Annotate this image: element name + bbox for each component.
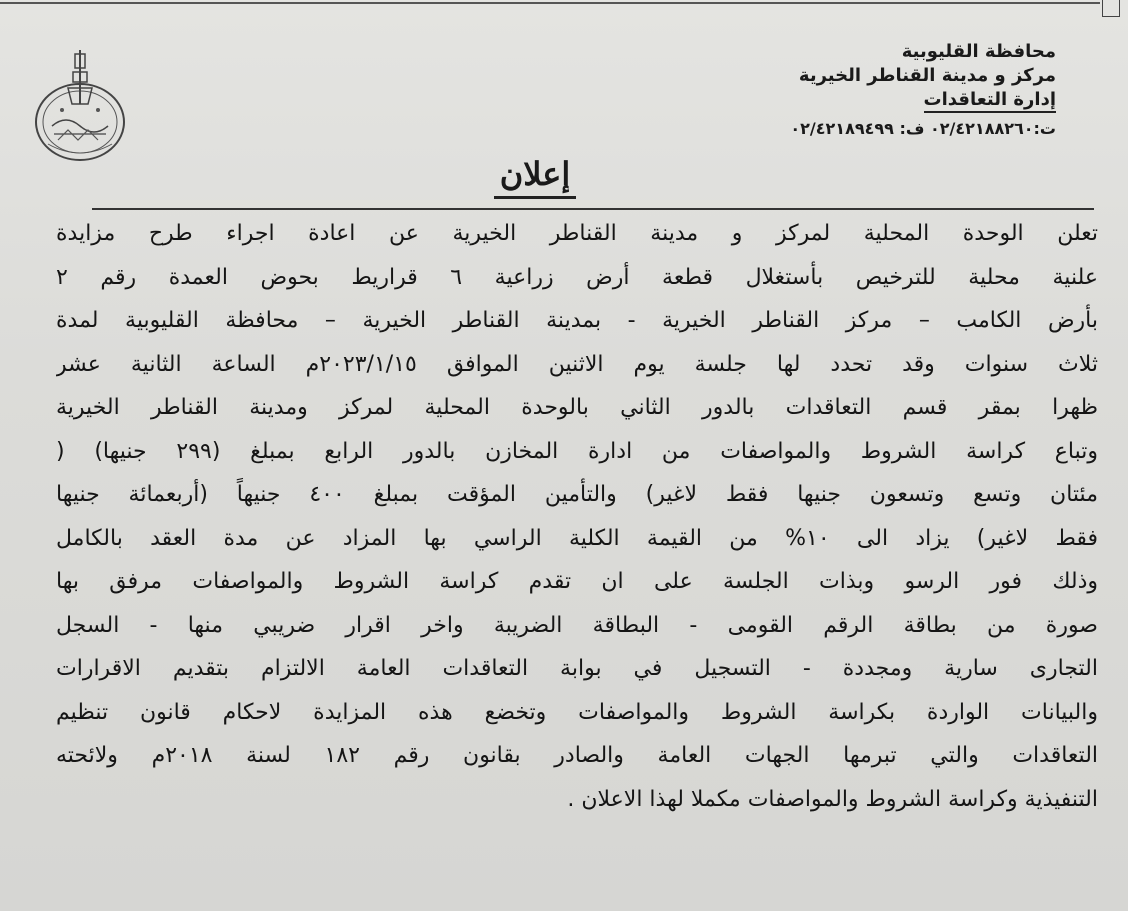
body-line: التعاقدات والتي تبرمها الجهات العامة والصادر بقانون رقم ١٨٢ لسنة ٢٠١٨م ولائحته: [56, 743, 1098, 768]
body-line: فقط لاغير) يزاد الى ١٠% من القيمة الكلية الراسي بها المزاد عن مدة العقد بالكامل: [56, 525, 1098, 551]
top-border-line: [0, 2, 1100, 4]
title-divider: [92, 208, 1094, 210]
announcement-title-text: إعلان: [494, 152, 577, 199]
department-name: إدارة التعاقدات: [924, 89, 1056, 113]
body-line: ثلاث سنوات وقد تحدد لها جلسة يوم الاثنين الموافق ٢٠٢٣/١/١٥م الساعة الثانية عشر: [56, 351, 1098, 377]
announcement-body: [56, 212, 1098, 821]
body-line: مئتان وتسع وتسعون جنيها فقط لاغير) والتأمين المؤقت بمبلغ ٤٠٠ جنيهاً (أربعمائة جنيها: [56, 482, 1098, 507]
body-line: ظهرا بمقر قسم التعاقدات بالدور الثاني بالوحدة المحلية لمركز ومدينة القناطر الخيرية: [56, 395, 1098, 420]
body-line: التنفيذية وكراسة الشروط والمواصفات مكملا لهذا الاعلان .: [567, 786, 1098, 812]
body-line: علنية محلية للترخيص بأستغلال قطعة أرض زراعية ٦ قراريط بحوض العمدة رقم ٢: [56, 264, 1098, 290]
corner-mark: [1102, 0, 1120, 17]
announcement-title: [0, 152, 1070, 199]
body-line: التجارى سارية ومجددة - التسجيل في بوابة التعاقدات العامة الالتزام بتقديم الاقرارات: [56, 656, 1098, 681]
governorate-name: محافظة القليوبية: [901, 41, 1056, 62]
body-line: وتباع كراسة الشروط والمواصفات من ادارة المخازن بالدور الرابع بمبلغ (٢٩٩ جنيها) (: [56, 438, 1098, 464]
body-line: صورة من بطاقة الرقم القومى - البطاقة الضريبة واخر اقرار ضريبي منها - السجل: [56, 612, 1098, 638]
contact-numbers: ت:٠٢/٤٢١٨٨٢٦٠ ف: ٠٢/٤٢١٨٩٤٩٩: [790, 119, 1056, 138]
governorate-seal-icon: [28, 44, 132, 164]
city-center-name: مركز و مدينة القناطر الخيرية: [798, 65, 1056, 86]
body-line: والبيانات الواردة بكراسة الشروط والمواصفات وتخضع هذه المزايدة لاحكام قانون تنظيم: [56, 699, 1098, 725]
letterhead: [636, 40, 1056, 143]
body-line: وذلك فور الرسو وبذات الجلسة على ان تقدم كراسة الشروط والمواصفات مرفق بها: [56, 569, 1098, 594]
body-line: بأرض الكامب – مركز القناطر الخيرية - بمدينة القناطر الخيرية – محافظة القليوبية لمدة: [56, 308, 1098, 333]
body-line: تعلن الوحدة المحلية لمركز و مدينة القناطر الخيرية عن اعادة اجراء طرح مزايدة: [56, 221, 1098, 246]
